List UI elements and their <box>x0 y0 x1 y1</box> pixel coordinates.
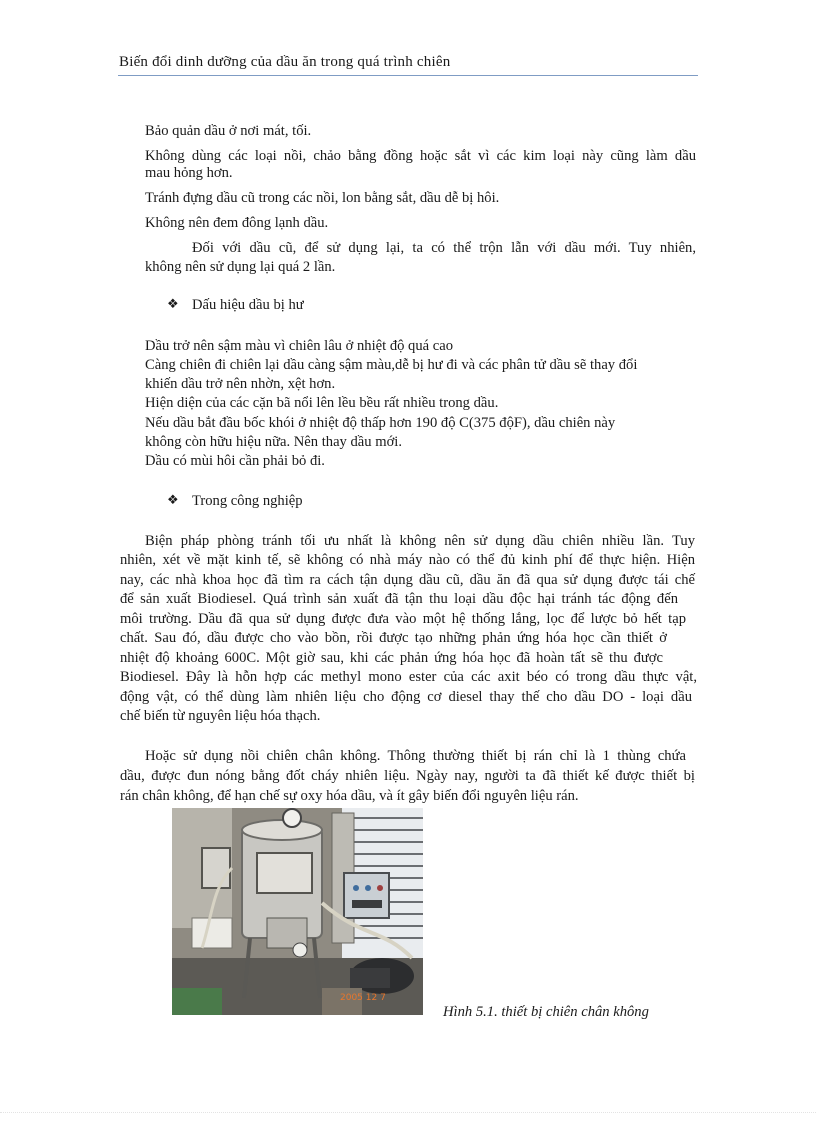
diamond-bullet-icon: ❖ <box>167 493 179 508</box>
vacuum-fryer-photo <box>172 808 423 1015</box>
industry-paragraph-line: chế biến từ nguyên liệu hóa thạch. <box>120 708 321 724</box>
industry-paragraph-line: nay, các nhà khoa học đã tìm ra cách tận dụng dầu cũ, dầu ăn đã qua sử dụng được tái chế <box>120 572 695 588</box>
tip-old-oil-containers: Tránh đựng dầu cũ trong các nồi, lon bằng sắt, dầu dễ bị hôi. <box>145 190 500 206</box>
spoilage-sign-repeated-frying-line2: khiến dầu trở nên nhờn, xệt hơn. <box>145 376 336 392</box>
page-bottom-rule <box>0 1112 816 1114</box>
vacuum-fryer-paragraph-line: Hoặc sử dụng nồi chiên chân không. Thông thường thiết bị rán chỉ là 1 thùng chứa <box>145 748 686 764</box>
industry-paragraph-line: nhiên, xét về mặt kinh tế, sẽ không có nhà máy nào có thể đủ kinh phí để thực hiện. Hiện <box>120 552 695 568</box>
tip-no-freezing: Không nên đem đông lạnh dầu. <box>145 215 329 231</box>
industry-paragraph-line: để sản xuất Biodiesel. Quá trình sản xuất đã tận thu loại dầu độc hại tránh tác động đến <box>120 591 678 607</box>
tip-reuse-line2: không nên sử dụng lại quá 2 lần. <box>145 259 336 275</box>
spoilage-sign-smoke-line1: Nếu dầu bắt đầu bốc khói ở nhiệt độ thấp hơn 190 độ C(375 độF), dầu chiên này <box>145 415 616 431</box>
tip-no-copper-iron-line2: mau hỏng hơn. <box>145 165 233 181</box>
heading-industry: Trong công nghiệp <box>192 493 303 509</box>
industry-paragraph-line: nhiệt độ khoảng 600C. Một giờ sau, khi các phản ứng hóa học đã hoàn tất sẽ thu được <box>120 650 663 666</box>
figure-caption: Hình 5.1. thiết bị chiên chân không <box>443 1004 649 1020</box>
tip-reuse-line1: Đối với dầu cũ, để sử dụng lại, ta có thể trộn lẫn với dầu mới. Tuy nhiên, <box>192 240 696 256</box>
diamond-bullet-icon: ❖ <box>167 297 179 312</box>
spoilage-sign-smoke-line2: không còn hữu hiệu nữa. Nên thay dầu mới. <box>145 434 402 450</box>
industry-paragraph-line: môi trường. Dầu đã qua sử dụng được đưa vào một hệ thống lắng, lọc để lược bỏ hết tạp <box>120 611 686 627</box>
spoilage-sign-residue: Hiện diện của các cặn bã nổi lên lều bều rất nhiều trong dầu. <box>145 395 499 411</box>
vacuum-fryer-paragraph-line: rán chân không, để hạn chế sự oxy hóa dầu, và ít gây biến đổi nguyên liệu rán. <box>120 788 579 804</box>
spoilage-sign-dark-color: Dầu trở nên sậm màu vì chiên lâu ở nhiệt độ quá cao <box>145 338 454 354</box>
heading-spoilage-signs: Dấu hiệu dầu bị hư <box>192 297 304 313</box>
industry-paragraph-line: Biện pháp phòng tránh tối ưu nhất là không nên sử dụng dầu chiên nhiều lần. Tuy <box>145 533 695 549</box>
tip-no-copper-iron-line1: Không dùng các loại nồi, chảo bằng đồng hoặc sắt vì các kim loại này cũng làm dầu <box>145 148 696 164</box>
spoilage-sign-repeated-frying-line1: Càng chiên đi chiên lại dầu càng sậm màu,dễ bị hư đi và các phân tử dầu sẽ thay đổi <box>145 357 638 373</box>
industry-paragraph-line: động vật, có thể dùng làm nhiên liệu cho động cơ diesel thay thế cho dầu DO - loại dầu <box>120 689 692 705</box>
industry-paragraph-line: Biodiesel. Đây là hỗn hợp các methyl mono ester của các axit béo có trong dầu thực vật, <box>120 669 697 685</box>
vacuum-fryer-paragraph-line: dầu, được đun nóng bằng đốt cháy nhiên liệu. Ngày nay, người ta đã thiết kế được thiết bị <box>120 768 695 784</box>
photo-date-stamp: 2005 12 7 <box>340 993 386 1003</box>
spoilage-sign-odor: Dầu có mùi hôi cần phải bỏ đi. <box>145 453 325 469</box>
header-rule <box>118 75 698 76</box>
tip-storage-cool: Bảo quản dầu ở nơi mát, tối. <box>145 123 312 139</box>
page-header-title: Biến đổi dinh dưỡng của dầu ăn trong quá trình chiên <box>119 54 451 70</box>
industry-paragraph-line: chất. Sau đó, dầu được cho vào bồn, rồi được tạo những phản ứng hóa học cần thiết ở <box>120 630 667 646</box>
